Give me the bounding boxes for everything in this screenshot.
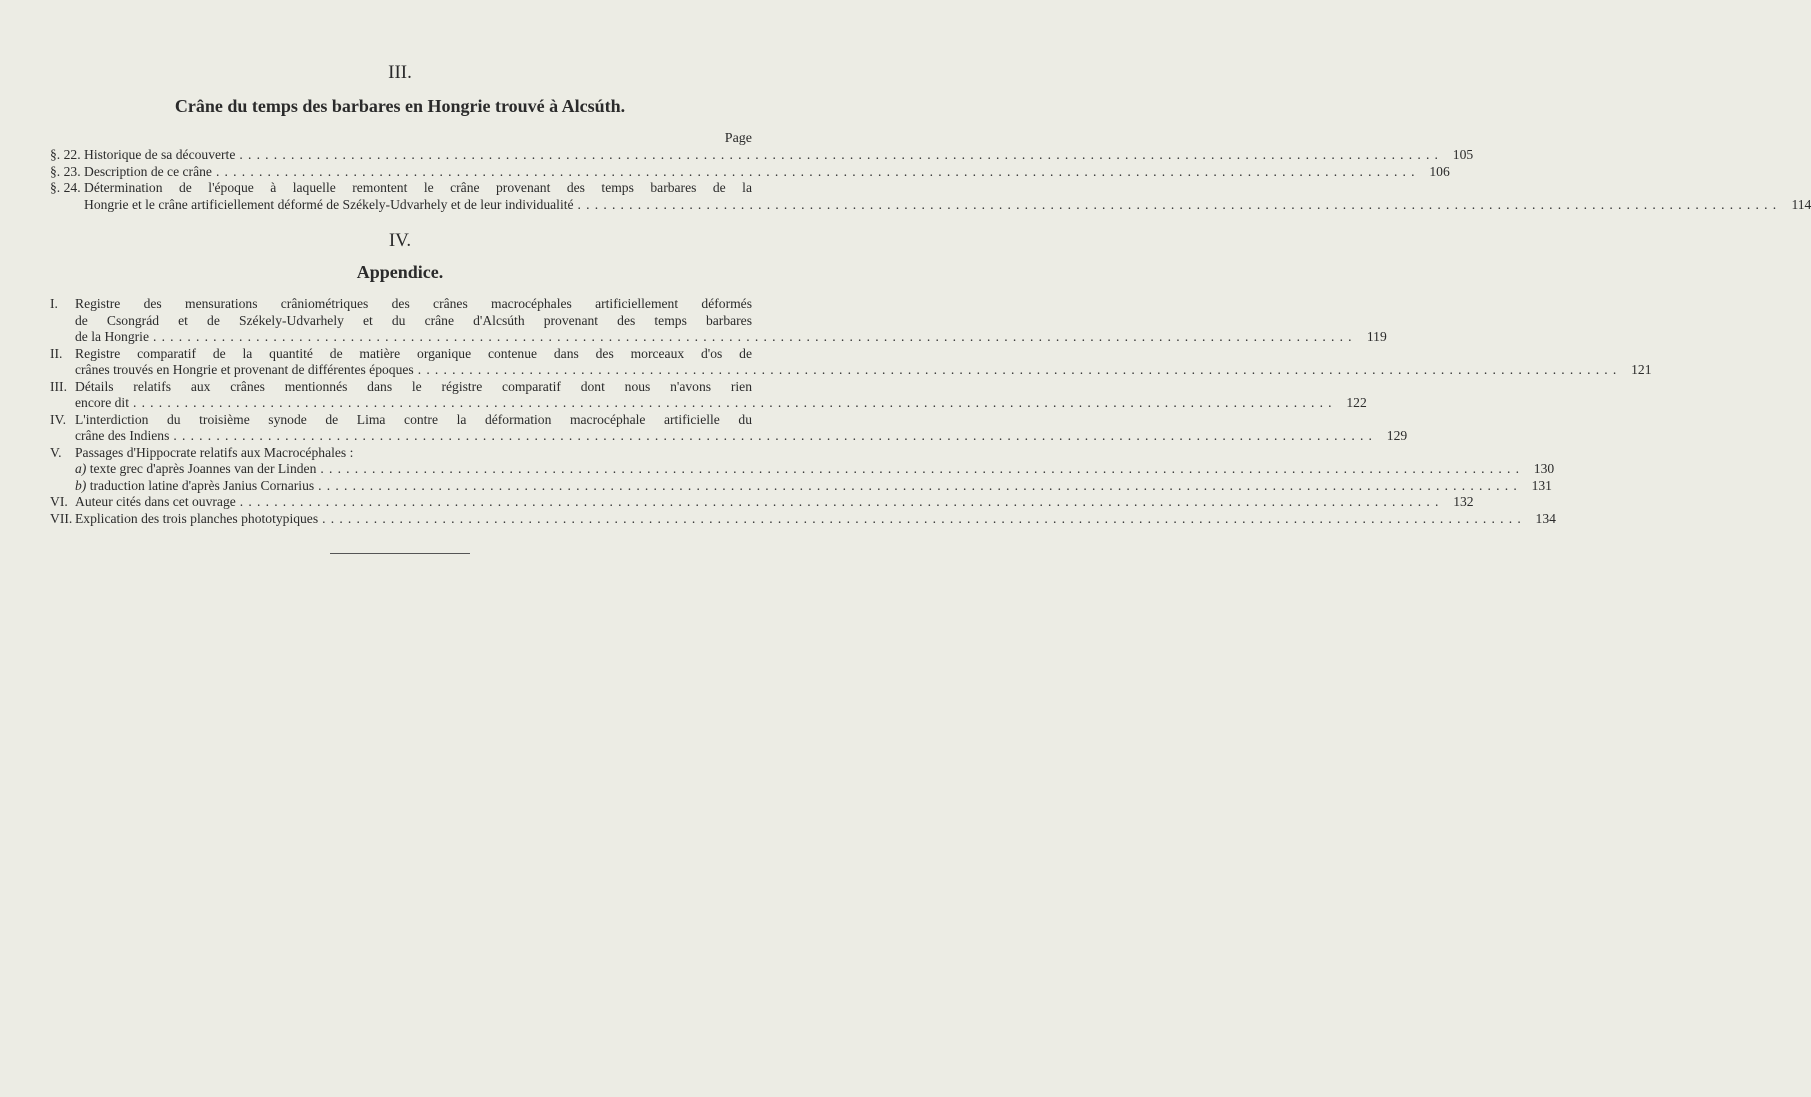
- entry-body: [75, 477, 1552, 495]
- entry-text-line: de Csongrád et de Székely-Udvarhely et du crâne d'Alcsúth provenant des temps barbares: [75, 312, 752, 328]
- entry-text-line: [75, 477, 1552, 495]
- entry-number: II.: [50, 345, 63, 361]
- table-of-contents-iii: [50, 147, 1811, 213]
- page-number: 105: [1452, 147, 1474, 162]
- horizontal-rule: [330, 553, 470, 554]
- page-number: 131: [1531, 477, 1552, 493]
- entry-title: [75, 329, 149, 346]
- entry-text-line: [75, 329, 1387, 346]
- page-number: 106: [1429, 163, 1450, 179]
- entry-body: [75, 411, 1408, 445]
- dot-leader: ............................................................................................................................................: [239, 494, 1444, 509]
- entry-title: [84, 197, 574, 214]
- dot-leader: ............................................................................................................................................: [318, 477, 1522, 493]
- entry-title-text: crâne des Indiens: [75, 428, 170, 443]
- page-number: 130: [1533, 461, 1555, 476]
- entry-title: [75, 395, 129, 412]
- toc-entry: [50, 378, 1367, 412]
- entry-number: §. 23.: [50, 163, 81, 179]
- toc-entry: [50, 461, 1555, 478]
- entry-text-line: [84, 147, 1474, 164]
- entry-body: [75, 345, 1652, 379]
- dot-leader: ............................................................................................................................................: [322, 510, 1526, 526]
- entry-body: [75, 461, 1555, 478]
- dot-leader: ............................................................................................................................................: [320, 461, 1525, 476]
- dot-leader: ............................................................................................................................................: [417, 362, 1622, 377]
- toc-entry: [50, 411, 1408, 445]
- entry-text-line: [75, 428, 1408, 445]
- entry-text-line: [75, 395, 1367, 412]
- entry-text-line: [75, 461, 1555, 478]
- entry-number: III.: [50, 378, 67, 394]
- toc-entry: [50, 147, 1474, 164]
- page-number: 129: [1386, 428, 1408, 443]
- page-number: 134: [1535, 510, 1556, 526]
- page-column-header: Page: [724, 131, 752, 146]
- entry-text-line: Détermination de l'époque à laquelle remontent le crâne provenant des temps barbares de la: [84, 180, 752, 195]
- entry-title-text: crânes trouvés en Hongrie et provenant de différentes époques: [75, 362, 414, 377]
- section-title-iv: Appendice.: [356, 262, 444, 282]
- dot-leader: ............................................................................................................................................: [132, 395, 1337, 410]
- entry-number: IV.: [50, 411, 66, 427]
- dot-leader: ............................................................................................................................................: [577, 196, 1782, 212]
- table-of-contents-iv: [50, 296, 1652, 527]
- entry-text-line: [75, 362, 1652, 379]
- entry-title-text: traduction latine d'après Janius Cornarius: [89, 477, 315, 493]
- entry-number: VI.: [50, 494, 68, 509]
- entry-body: [75, 445, 752, 462]
- entry-number: V.: [50, 444, 62, 460]
- entry-title-text: Passages d'Hippocrate relatifs aux Macrocéphales :: [75, 444, 354, 460]
- entry-number: §. 24.: [50, 180, 81, 195]
- entry-text-line: [84, 163, 1450, 181]
- toc-entry: [50, 494, 1474, 511]
- entry-body: [84, 147, 1474, 164]
- entry-text-line: L'interdiction du troisième synode de Lima contre la déformation macrocéphale artificielle du: [75, 411, 752, 427]
- entry-body: [75, 296, 1387, 346]
- section-number-iv: IV.: [388, 230, 412, 251]
- entry-letter: a): [75, 461, 87, 476]
- toc-entry: [50, 296, 1387, 346]
- entry-title: [75, 428, 169, 445]
- entry-title: [75, 478, 314, 495]
- entry-title: [75, 494, 236, 511]
- entry-title-text: Hongrie et le crâne artificiellement déformé de Székely-Udvarhely et de leur individualité: [84, 196, 574, 212]
- entry-title-text: Auteur cités dans cet ouvrage: [75, 494, 236, 509]
- entry-title: [75, 362, 414, 379]
- dot-leader: ............................................................................................................................................: [173, 428, 1378, 443]
- entry-title: [75, 461, 316, 478]
- entry-text-line: [84, 196, 1811, 214]
- page-number: 132: [1453, 494, 1474, 509]
- entry-text-line: [75, 445, 752, 462]
- entry-title-text: texte grec d'après Joannes van der Linden: [89, 461, 317, 476]
- entry-title: [75, 445, 353, 462]
- page-number: 114: [1791, 196, 1811, 212]
- entry-body: [75, 510, 1556, 528]
- entry-title: [75, 511, 318, 528]
- page-number: 119: [1366, 329, 1387, 344]
- toc-entry: [50, 180, 1811, 213]
- entry-number: I.: [50, 296, 58, 311]
- entry-text-line: Détails relatifs aux crânes mentionnés dans le régistre comparatif dont nous n'avons rien: [75, 378, 752, 394]
- entry-title: [84, 164, 212, 181]
- toc-entry: [50, 345, 1652, 379]
- entry-text-line: Registre comparatif de la quantité de matière organique contenue dans des morceaux d'os de: [75, 345, 752, 361]
- page-number: 121: [1631, 362, 1652, 377]
- entry-title-text: encore dit: [75, 395, 129, 410]
- entry-number: §. 22.: [50, 147, 81, 162]
- dot-leader: ............................................................................................................................................: [215, 163, 1420, 179]
- entry-letter: b): [75, 477, 87, 493]
- entry-title-text: de la Hongrie: [75, 329, 149, 344]
- toc-entry: [50, 477, 1552, 495]
- page-number: 122: [1346, 395, 1367, 410]
- entry-body: [75, 494, 1474, 511]
- entry-text-line: [75, 510, 1556, 528]
- entry-title-text: Historique de sa découverte: [84, 147, 236, 162]
- toc-entry: [50, 510, 1556, 528]
- entry-body: [84, 180, 1811, 213]
- entry-body: [84, 163, 1450, 181]
- entry-title-text: Description de ce crâne: [84, 163, 212, 179]
- section-title-iii: Crâne du temps des barbares en Hongrie trouvé à Alcsúth.: [174, 96, 626, 116]
- entry-body: [75, 378, 1367, 412]
- dot-leader: ............................................................................................................................................: [152, 329, 1357, 344]
- toc-entry: [50, 163, 1450, 181]
- entry-text-line: Registre des mensurations crâniométriques des crânes macrocéphales artificiellement déformés: [75, 296, 752, 311]
- section-number-iii: III.: [388, 62, 412, 83]
- entry-title-text: Explication des trois planches phototypiques: [75, 510, 319, 526]
- entry-text-line: [75, 494, 1474, 511]
- dot-leader: ............................................................................................................................................: [239, 147, 1444, 162]
- toc-entry: [50, 445, 752, 462]
- entry-title: [84, 147, 235, 164]
- entry-number: VII.: [50, 510, 73, 526]
